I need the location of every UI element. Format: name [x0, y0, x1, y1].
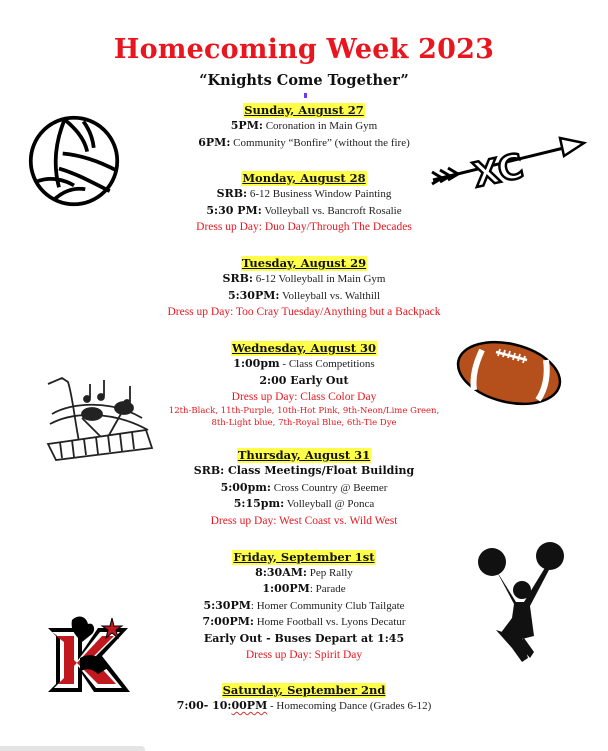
event-time: 8:30AM:	[255, 565, 307, 579]
event-time: 5:30PM	[203, 598, 251, 612]
day-header: Monday, August 28	[242, 171, 366, 185]
class-colors-line: 8th-Light blue, 7th-Royal Blue, 6th-Tie Dye	[211, 417, 397, 428]
event-time: SRB:	[222, 272, 253, 285]
event-time-spellcheck: 00PM	[231, 699, 268, 712]
event-text: : Parade	[309, 583, 346, 595]
event-text: 6-12 Business Window Painting	[247, 188, 392, 200]
event-text: : Homer Community Club Tailgate	[250, 599, 405, 612]
xc-arrow-icon	[428, 134, 588, 190]
event-text: 6-12 Volleyball in Main Gym	[252, 273, 386, 285]
football-icon	[454, 338, 564, 408]
event-time: 6PM:	[198, 135, 231, 149]
event-text: Volleyball @ Ponca	[284, 498, 375, 510]
event-line	[0, 496, 608, 513]
cursor-marker	[304, 93, 307, 98]
event-text: Volleyball vs. Bancroft Rosalie	[261, 204, 402, 217]
event-time: 5PM:	[230, 119, 263, 132]
event-time: 5:15pm:	[233, 497, 285, 510]
dress-up-day: Dress up Day: Spirit Day	[245, 649, 363, 661]
event-time: SRB:	[216, 187, 248, 200]
page-title: Homecoming Week 2023	[113, 34, 495, 65]
early-out-line: Early Out - Buses Depart at 1:45	[203, 631, 405, 645]
event-text: - Homecoming Dance (Grades 6-12)	[267, 700, 432, 712]
event-text: Community “Bonfire” (without the fire)	[230, 136, 410, 149]
day-header: Wednesday, August 30	[231, 341, 377, 355]
event-time: 7:00PM:	[202, 615, 254, 628]
knights-k-logo	[42, 612, 134, 696]
event-line	[0, 698, 608, 715]
event-line	[0, 271, 608, 288]
svg-text:XC: XC	[469, 146, 527, 190]
day-tuesday	[0, 252, 608, 321]
dress-up-day: Dress up Day: Duo Day/Through The Decades	[196, 221, 412, 233]
event-time: 5:30 PM:	[206, 203, 262, 217]
float-building-line: SRB: Class Meetings/Float Building	[193, 464, 415, 477]
day-header: Sunday, August 27	[244, 103, 364, 117]
band-instruments-icon	[42, 374, 160, 462]
early-out-line: 2:00 Early Out	[259, 373, 349, 387]
day-header: Thursday, August 31	[237, 448, 371, 462]
event-time: 1:00pm	[233, 357, 280, 370]
bottom-scrollbar[interactable]	[0, 746, 145, 751]
volleyball-icon	[27, 114, 121, 208]
event-text: Pep Rally	[306, 566, 353, 579]
dress-up-day: Dress up Day: Class Color Day	[231, 391, 377, 403]
event-time: 1:00PM	[262, 582, 310, 595]
event-line	[0, 480, 608, 497]
dress-up-day: Dress up Day: Too Cray Tuesday/Anything but a Backpack	[167, 306, 441, 318]
event-text: Home Football vs. Lyons Decatur	[253, 616, 406, 628]
event-text: Cross Country @ Beemer	[270, 481, 388, 494]
event-text: Coronation in Main Gym	[262, 120, 378, 132]
day-header: Saturday, September 2nd	[222, 683, 386, 697]
class-colors-line: 12th-Black, 11th-Purple, 10th-Hot Pink, 9th-Neon/Lime Green,	[168, 406, 440, 416]
event-line	[0, 288, 608, 305]
event-text: - Class Competitions	[279, 358, 375, 370]
day-header: Friday, September 1st	[233, 549, 375, 564]
event-text: Volleyball vs. Walthill	[279, 289, 381, 302]
event-time: 7:00- 10:	[176, 699, 232, 712]
event-time: 5:00pm:	[220, 480, 271, 494]
event-time: 5:30PM:	[227, 288, 280, 302]
dress-up-day: Dress up Day: West Coast vs. Wild West	[210, 514, 398, 527]
page-subtitle: “Knights Come Together”	[199, 72, 409, 89]
day-header: Tuesday, August 29	[241, 256, 367, 270]
cheerleader-icon	[472, 540, 572, 665]
